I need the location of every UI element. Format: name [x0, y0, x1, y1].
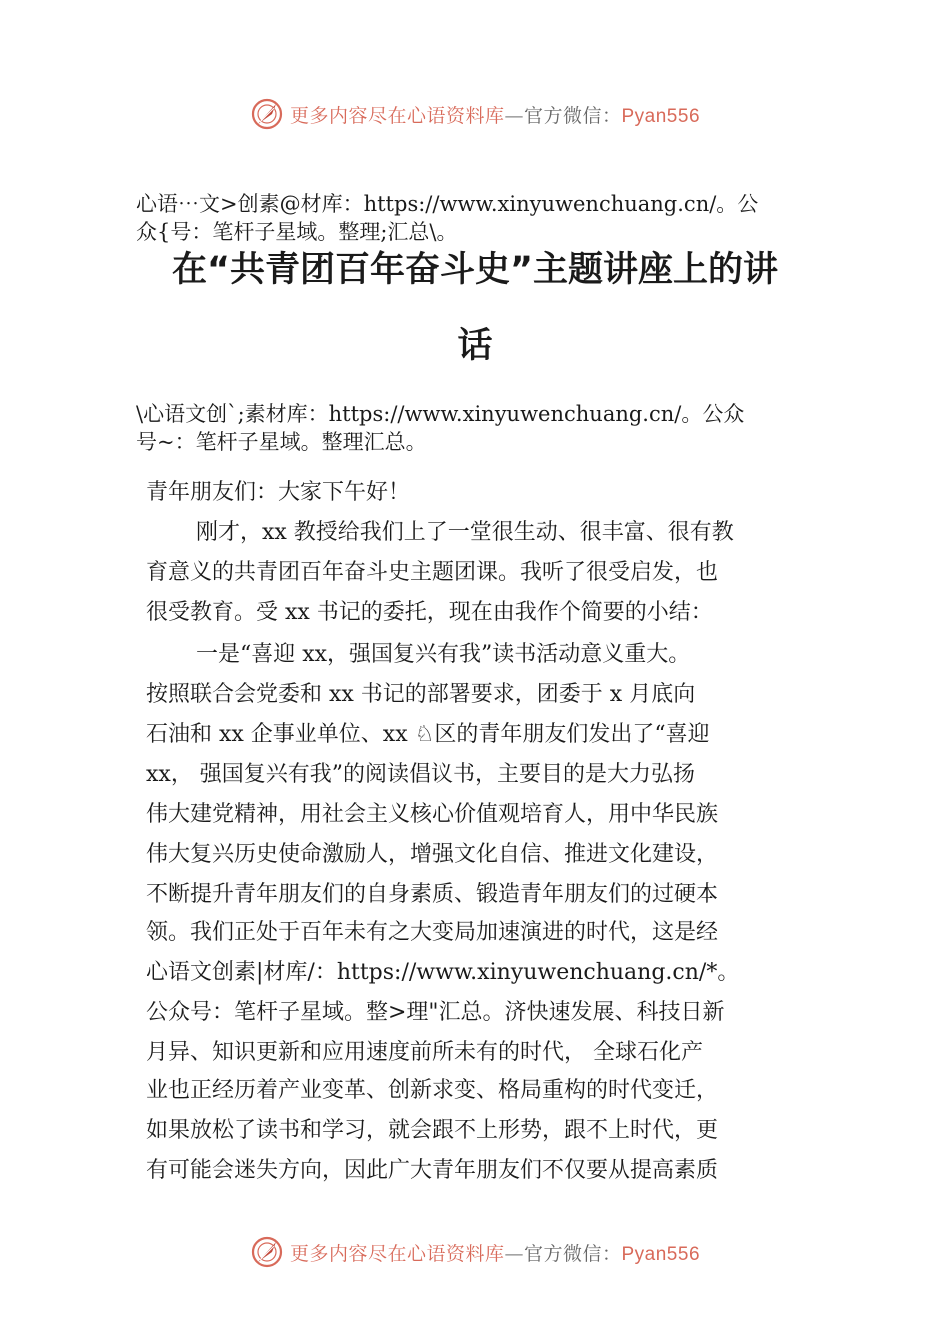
banner-wechat-id: Pyan556	[621, 1243, 701, 1265]
banner-wechat-id: Pyan556	[621, 105, 701, 127]
banner-site: 更多内容尽在心语资料库	[289, 1242, 505, 1265]
body-paragraph-line: 刚才，xx 教授给我们上了一堂很生动、很丰富、很有教	[196, 520, 734, 545]
body-paragraph-line: 很受教育。受 xx 书记的委托，现在由我作个简要的小结：	[146, 600, 713, 625]
body-paragraph-line: 有可能会迷失方向，因此广大青年朋友们不仅要从提高素质	[146, 1158, 719, 1183]
watermark-line: \心语文创`;素材库：https://www.xinyuwenchuang.cn/。公众	[136, 402, 745, 426]
banner-label: 官方微信：	[523, 104, 622, 127]
body-paragraph-line: 领。我们正处于百年未有之大变局加速演进的时代，这是经	[146, 920, 719, 945]
banner-separator: —	[504, 1242, 524, 1265]
watermark-inline-line: 心语文创素|材库/：https://www.xinyuwenchuang.cn/*。	[146, 960, 740, 985]
footer-banner	[0, 1232, 950, 1272]
header-banner	[0, 94, 950, 134]
body-paragraph-line: xx， 强国复兴有我”的阅读倡议书，主要目的是大力弘扬	[146, 762, 696, 787]
body-paragraph-line: 伟大建党精神，用社会主义核心价值观培育人，用中华民族	[146, 802, 719, 827]
page-title-cont: 话	[457, 326, 493, 366]
body-paragraph-line: 一是“喜迎 xx，强国复兴有我”读书活动意义重大。	[196, 642, 691, 667]
banner-separator: —	[504, 104, 524, 127]
watermark-mid	[136, 400, 846, 456]
watermark-line: 众{号：笔杆子星域。整理;汇总\。	[136, 220, 458, 244]
quill-circle-icon	[250, 1235, 284, 1269]
quill-circle-icon	[250, 97, 284, 131]
body-paragraph-line: 如果放松了读书和学习，就会跟不上形势，跟不上时代，更	[146, 1118, 719, 1143]
body-paragraph-line: 月异、知识更新和应用速度前所未有的时代， 全球石化产	[146, 1040, 703, 1065]
banner-label: 官方微信：	[523, 1242, 622, 1265]
body-paragraph-line: 不断提升青年朋友们的自身素质、锻造青年朋友们的过硬本	[146, 882, 719, 907]
body-paragraph-line: 公众号：笔杆子星域。整>理"汇总。济快速发展、科技日新	[146, 1000, 725, 1025]
watermark-top	[136, 190, 846, 246]
body-paragraph-line: 石油和 xx 企事业单位、xx ♘区的青年朋友们发出了“喜迎	[146, 722, 710, 747]
page-title: 在“共青团百年奋斗史”主题讲座上的讲	[171, 250, 778, 290]
banner-site: 更多内容尽在心语资料库	[289, 104, 505, 127]
watermark-line: 心语⋯文>创素@材库：https://www.xinyuwenchuang.cn/。公	[136, 192, 759, 216]
body-paragraph-line: 伟大复兴历史使命激励人，增强文化自信、推进文化建设，	[146, 842, 719, 867]
body-paragraph-line: 按照联合会党委和 xx 书记的部署要求，团委于 x 月底向	[146, 682, 696, 707]
watermark-line: 号~：笔杆子星域。整理汇总。	[136, 430, 427, 454]
body-paragraph-line: 青年朋友们：大家下午好！	[146, 480, 411, 505]
body-paragraph-line: 育意义的共青团百年奋斗史主题团课。我听了很受启发，也	[146, 560, 719, 585]
body-paragraph-line: 业也正经历着产业变革、创新求变、格局重构的时代变迁，	[146, 1078, 719, 1103]
